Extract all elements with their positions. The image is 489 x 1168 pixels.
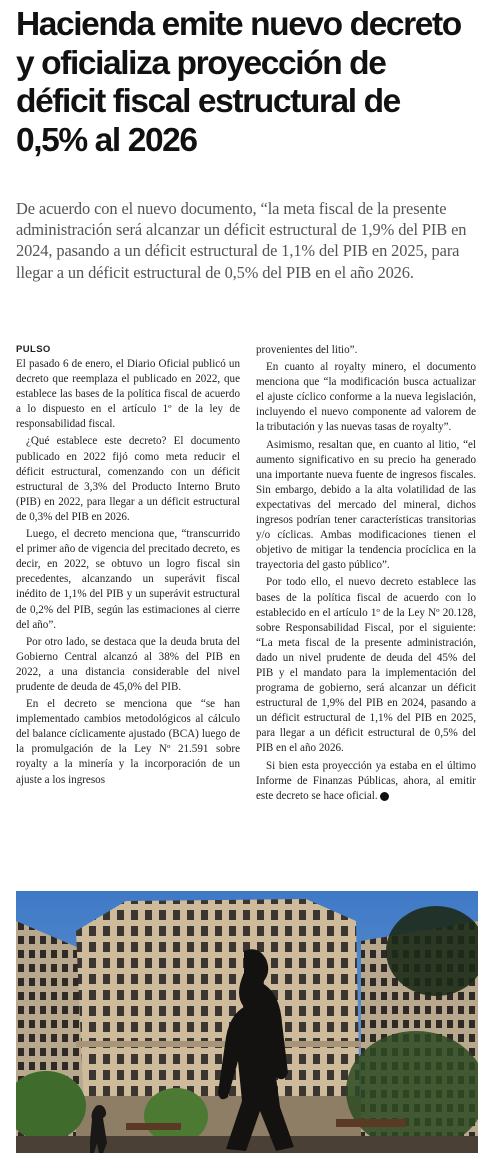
section-label: PULSO (16, 344, 51, 355)
article-column-right (256, 343, 476, 806)
paragraph: En el decreto se menciona que “se han implementado cambios metodológicos al cálculo del balance cíclicamente ajustado (BCA) luego de la promulgación de la Ley Nº 21.591 sobre royalty a la minería y la incorporación de un ajuste a los ingresos (16, 698, 240, 786)
paragraph: ¿Qué establece este decreto? El documento publicado en 2022 fijó como meta reducir el déficit estructural, comenzando con un déficit estructural de 3,3% del Producto Interno Bruto (PIB) en 2022, para llegar a un déficit estructural de 0,3% del PIB en 2026. (16, 435, 240, 523)
paragraph-last (256, 759, 476, 804)
paragraph: Por otro lado, se destaca que la deuda bruta del Gobierno Central alcanzó al 38% del PIB en 2022, a una distancia considerable del nivel prudente de deuda de 45,0% del PIB. (16, 635, 240, 693)
paragraph: Asimismo, resaltan que, en cuanto al litio, “el aumento significativo en su precio ha generado una importante nueva fuente de ingresos fiscales. Sin embargo, debido a la alta volatilidad de las expectativas del mercado del mineral, dichos ingresos podrían tener características transitorias y/o cíclicas. Ambas modificaciones tienen el objetivo de mitigar la tendencia procíclica en la trayectoria del gasto público”. (256, 438, 476, 572)
end-mark-icon: P (380, 792, 389, 801)
building-photo (16, 891, 478, 1153)
subhead: De acuerdo con el nuevo documento, “la meta fiscal de la presente administración será alcanzar un déficit estructural de 1,9% del PIB en 2024, pasando a un déficit estructural de 1,1% del PIB en 2025, para llegar a un déficit estructural de 0,5% del PIB en el año 2026. (16, 199, 467, 282)
paragraph: Luego, el decreto menciona que, “transcurrido el primer año de vigencia del precitado decreto, es decir, en 2022, se obtuvo un logro fiscal sin precedentes, alcanzando un superávit fiscal inédito de 1,1% del PIB y un superávit estructural de 0,2% del PIB, según las estimaciones al cierre del año”. (16, 528, 240, 631)
building-photo-icon (16, 891, 478, 1153)
paragraph-last-text: Si bien esta proyección ya estaba en el último Informe de Finanzas Públicas, ahora, al emitir este decreto se hace oficial. (256, 759, 476, 802)
paragraph: provenientes del litio”. (256, 344, 358, 356)
paragraph: En cuanto al royalty minero, el documento menciona que “la modificación busca actualizar el ajuste cíclico conforme a la nueva legislación, incluyendo el nuevo componente ad valorem de la tributación y las nuevas tasas de royalty”. (256, 361, 476, 434)
article-column-left (16, 343, 240, 790)
paragraph: Por todo ello, el nuevo decreto establece las bases de la política fiscal de acuerdo con lo establecido en el artículo 1º de la Ley Nº 20.128, sobre Responsabilidad Fiscal, por el siguiente: “La meta fiscal de la presente administración, dado un nivel prudente de deuda del 45% del PIB y el mandato para la implementación del programa de gobierno, será alcanzar un déficit estructural de 1,9% del PIB en 2024, pasando a un déficit estructural de 1,1% del PIB en 2025, para llegar a un déficit estructural de 0,5% del PIB en el año 2026. (256, 576, 476, 755)
paragraph: El pasado 6 de enero, el Diario Oficial publicó un decreto que reemplaza el publicado en 2022, que establece las bases de la política fiscal de acuerdo a lo dispuesto en el artículo 1º de la ley de responsabilidad fiscal. (16, 358, 240, 431)
headline: Hacienda emite nuevo decreto y oficializa proyección de déficit fiscal estructural de 0,5% al 2026 (16, 6, 461, 159)
